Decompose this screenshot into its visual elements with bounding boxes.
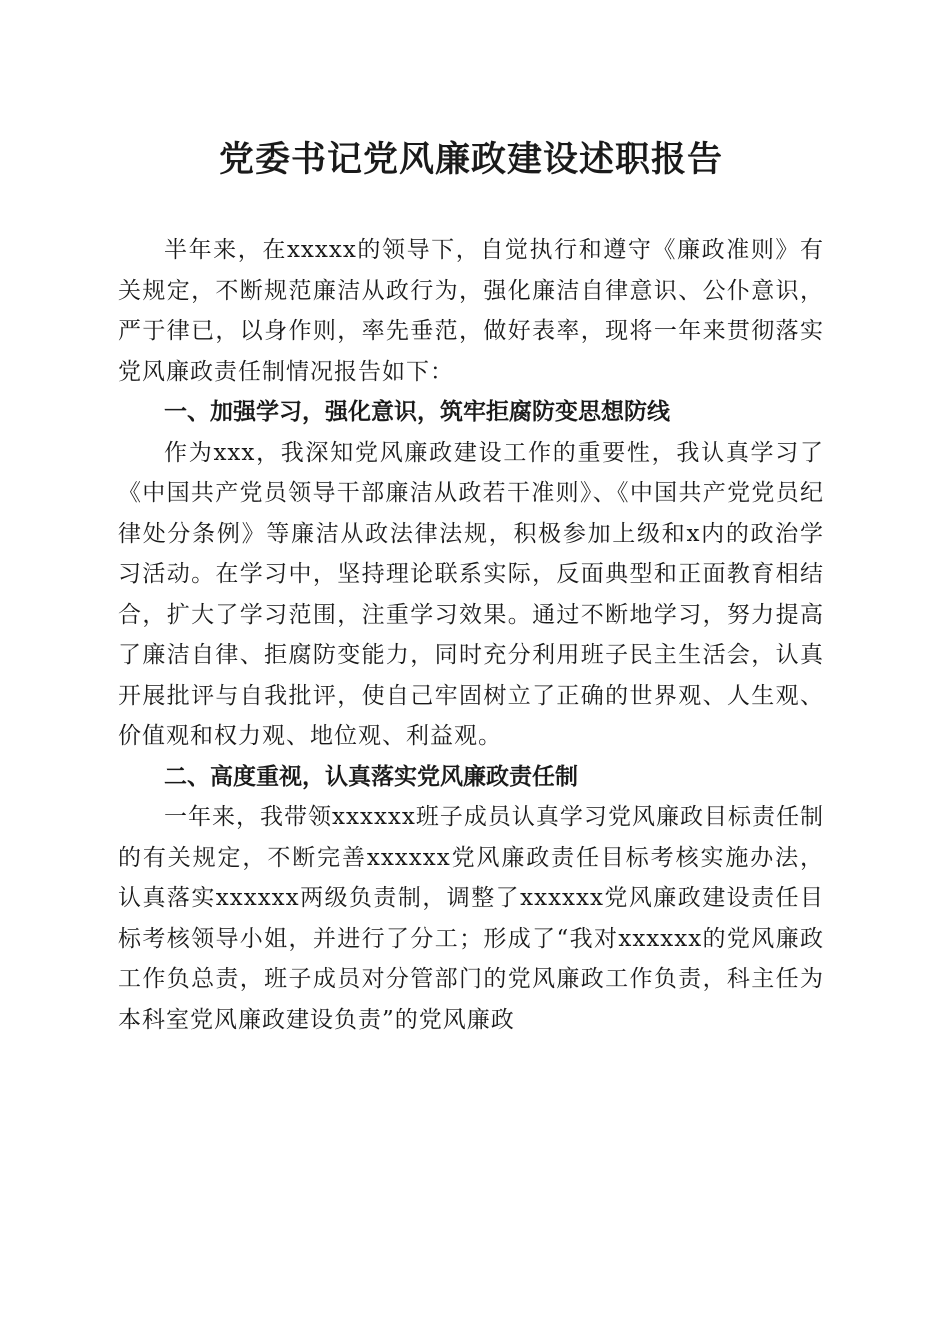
document-page (118, 130, 824, 1040)
section-2-paragraph: 一年来，我带领xxxxxx班子成员认真学习党风廉政目标责任制的有关规定，不断完善xxxxxx党风廉政责任目标考核实施办法，认真落实xxxxxx两级负责制，调整了xxxxxx党风廉政建设责任目标考核领导小姐，并进行了分工；形成了“我对xxxxxx的党风廉政工作负总责，班子成员对分管部门的党风廉政工作负责，科主任为本科室党风廉政建设负责”的党风廉政 (118, 804, 824, 1033)
section-1-paragraph: 作为xxx，我深知党风廉政建设工作的重要性，我认真学习了《中国共产党员领导干部廉洁从政若干准则》、《中国共产党党员纪律处分条例》等廉洁从政法律法规，积极参加上级和x内的政治学习活动。在学习中，坚持理论联系实际，反面典型和正面教育相结合，扩大了学习范围，注重学习效果。通过不断地学习，努力提高了廉洁自律、拒腐防变能力，同时充分利用班子民主生活会，认真开展批评与自我批评，使自己牢固树立了正确的世界观、人生观、价值观和权力观、地位观、利益观。 (118, 439, 824, 749)
document-title: 党委书记党风廉政建设述职报告 (218, 139, 723, 180)
section-heading-1: 一、加强学习，强化意识，筑牢拒腐防变思想防线 (164, 399, 670, 425)
intro-paragraph: 半年来，在xxxxx的领导下，自觉执行和遵守《廉政准则》有关规定，不断规范廉洁从政行为，强化廉洁自律意识、公仆意识，严于律已，以身作则，率先垂范，做好表率，现将一年来贯彻落实党风廉政责任制情况报告如下： (118, 237, 824, 385)
section-heading-2: 二、高度重视，认真落实党风廉政责任制 (164, 763, 578, 790)
